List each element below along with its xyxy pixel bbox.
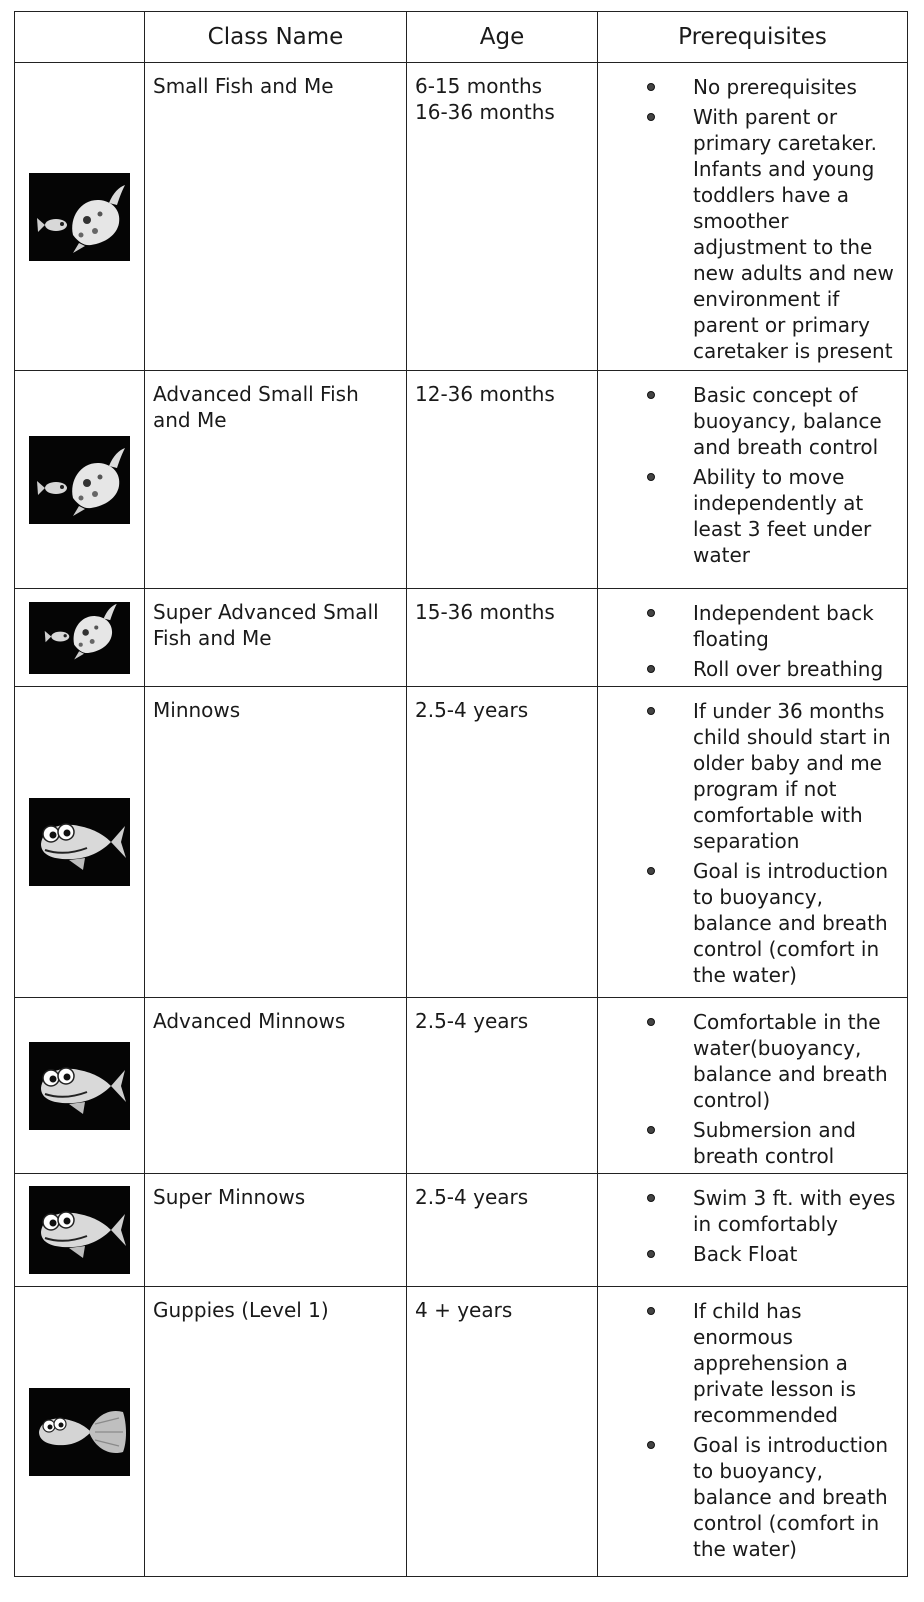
- prerequisite-text: Back Float: [693, 1242, 798, 1266]
- bullet-icon: [647, 1250, 655, 1258]
- bullet-icon: [647, 707, 655, 715]
- prerequisite-text: Comfortable in the water(buoyancy, balance and breath control): [693, 1010, 888, 1112]
- age-value: [407, 63, 597, 125]
- class-image-cell: [15, 371, 145, 589]
- bullet-icon: [647, 1018, 655, 1026]
- prerequisites-list: [598, 371, 907, 568]
- list-item: [598, 1298, 901, 1428]
- class-name-cell: [145, 998, 407, 1174]
- list-item: [598, 74, 901, 100]
- table-header-row: [15, 12, 908, 63]
- prerequisite-text: Goal is introduction to buoyancy, balance and breath control (comfort in the water): [693, 1433, 889, 1561]
- header-prerequisites: Prerequisites: [598, 12, 908, 63]
- minnow-icon: [29, 1042, 130, 1130]
- prerequisites-cell: [598, 1287, 908, 1577]
- prerequisites-list: [598, 687, 907, 988]
- class-image-cell: [15, 998, 145, 1174]
- table-row: [15, 63, 908, 371]
- age-line: 16-36 months: [415, 100, 555, 124]
- bullet-icon: [647, 113, 655, 121]
- prerequisites-cell: [598, 63, 908, 371]
- age-line: 12-36 months: [415, 382, 555, 406]
- bullet-icon: [647, 391, 655, 399]
- prerequisite-text: Basic concept of buoyancy, balance and breath control: [693, 383, 882, 459]
- guppy-icon: [29, 1388, 130, 1476]
- prerequisite-text: If under 36 months child should start in older baby and me program if not comfortable with separation: [693, 699, 891, 853]
- list-item: [598, 104, 901, 364]
- class-name-cell: [145, 687, 407, 998]
- prerequisites-list: [598, 63, 907, 364]
- small-fish-icon: [29, 173, 130, 261]
- header-image: [15, 12, 145, 63]
- table-row: [15, 687, 908, 998]
- age-value: [407, 998, 597, 1034]
- list-item: [598, 1432, 901, 1562]
- class-image-cell: [15, 1174, 145, 1287]
- list-item: [598, 698, 901, 854]
- table-row: [15, 589, 908, 687]
- class-image-cell: [15, 589, 145, 687]
- prerequisite-text: Independent back floating: [693, 601, 874, 651]
- prerequisite-text: Ability to move independently at least 3 feet under water: [693, 465, 872, 567]
- table-row: [15, 998, 908, 1174]
- age-cell: [407, 687, 598, 998]
- age-cell: [407, 371, 598, 589]
- class-name-cell: [145, 1174, 407, 1287]
- class-name: Advanced Small Fish and Me: [153, 382, 359, 432]
- prerequisites-list: [598, 998, 907, 1169]
- class-name-cell: [145, 589, 407, 687]
- list-item: [598, 1009, 901, 1113]
- prerequisites-list: [598, 589, 907, 682]
- list-item: [598, 600, 901, 652]
- table-row: [15, 371, 908, 589]
- age-line: 2.5-4 years: [415, 1185, 529, 1209]
- class-name: Super Advanced Small Fish and Me: [153, 600, 379, 650]
- class-name-cell: [145, 1287, 407, 1577]
- class-name: Super Minnows: [153, 1185, 306, 1209]
- list-item: [598, 858, 901, 988]
- list-item: [598, 1185, 901, 1237]
- class-name: Guppies (Level 1): [153, 1298, 329, 1322]
- list-item: [598, 464, 901, 568]
- bullet-icon: [647, 867, 655, 875]
- age-cell: [407, 1174, 598, 1287]
- prerequisites-cell: [598, 998, 908, 1174]
- bullet-icon: [647, 473, 655, 481]
- prerequisite-text: No prerequisites: [693, 75, 857, 99]
- list-item: [598, 382, 901, 460]
- bullet-icon: [647, 1307, 655, 1315]
- age-cell: [407, 1287, 598, 1577]
- minnow-icon: [29, 798, 130, 886]
- bullet-icon: [647, 1441, 655, 1449]
- age-line: 2.5-4 years: [415, 1009, 529, 1033]
- prerequisite-text: With parent or primary caretaker. Infants and young toddlers have a smoother adjustment to the new adults and new environment if parent or primary caretaker is present: [693, 105, 894, 363]
- class-name: Minnows: [153, 698, 241, 722]
- prerequisite-text: If child has enormous apprehension a private lesson is recommended: [693, 1299, 857, 1427]
- list-item: [598, 656, 901, 682]
- age-value: [407, 687, 597, 723]
- age-line: 15-36 months: [415, 600, 555, 624]
- prerequisite-text: Roll over breathing: [693, 657, 884, 681]
- prerequisites-list: [598, 1287, 907, 1562]
- small-fish-icon: [29, 436, 130, 524]
- age-value: [407, 1287, 597, 1323]
- age-line: 4 + years: [415, 1298, 513, 1322]
- header-class-name: Class Name: [145, 12, 407, 63]
- age-cell: [407, 63, 598, 371]
- bullet-icon: [647, 609, 655, 617]
- age-line: 6-15 months: [415, 74, 543, 98]
- prerequisites-cell: [598, 1174, 908, 1287]
- prerequisites-cell: [598, 371, 908, 589]
- prerequisite-text: Swim 3 ft. with eyes in comfortably: [693, 1186, 896, 1236]
- table-row: [15, 1287, 908, 1577]
- age-cell: [407, 589, 598, 687]
- age-value: [407, 371, 597, 407]
- class-name-cell: [145, 371, 407, 589]
- class-name: Advanced Minnows: [153, 1009, 346, 1033]
- header-age: Age: [407, 12, 598, 63]
- bullet-icon: [647, 83, 655, 91]
- list-item: [598, 1117, 901, 1169]
- small-fish-icon: [29, 602, 130, 674]
- prerequisite-text: Goal is introduction to buoyancy, balance and breath control (comfort in the water): [693, 859, 889, 987]
- prerequisites-cell: [598, 589, 908, 687]
- age-value: [407, 1174, 597, 1210]
- prerequisites-cell: [598, 687, 908, 998]
- bullet-icon: [647, 665, 655, 673]
- prerequisites-list: [598, 1174, 907, 1267]
- class-image-cell: [15, 1287, 145, 1577]
- class-name: Small Fish and Me: [153, 74, 334, 98]
- age-line: 2.5-4 years: [415, 698, 529, 722]
- class-image-cell: [15, 687, 145, 998]
- prerequisite-text: Submersion and breath control: [693, 1118, 856, 1168]
- class-schedule-table: [14, 11, 908, 1577]
- age-cell: [407, 998, 598, 1174]
- class-image-cell: [15, 63, 145, 371]
- bullet-icon: [647, 1194, 655, 1202]
- class-name-cell: [145, 63, 407, 371]
- table-row: [15, 1174, 908, 1287]
- minnow-icon: [29, 1186, 130, 1274]
- bullet-icon: [647, 1126, 655, 1134]
- list-item: [598, 1241, 901, 1267]
- age-value: [407, 589, 597, 625]
